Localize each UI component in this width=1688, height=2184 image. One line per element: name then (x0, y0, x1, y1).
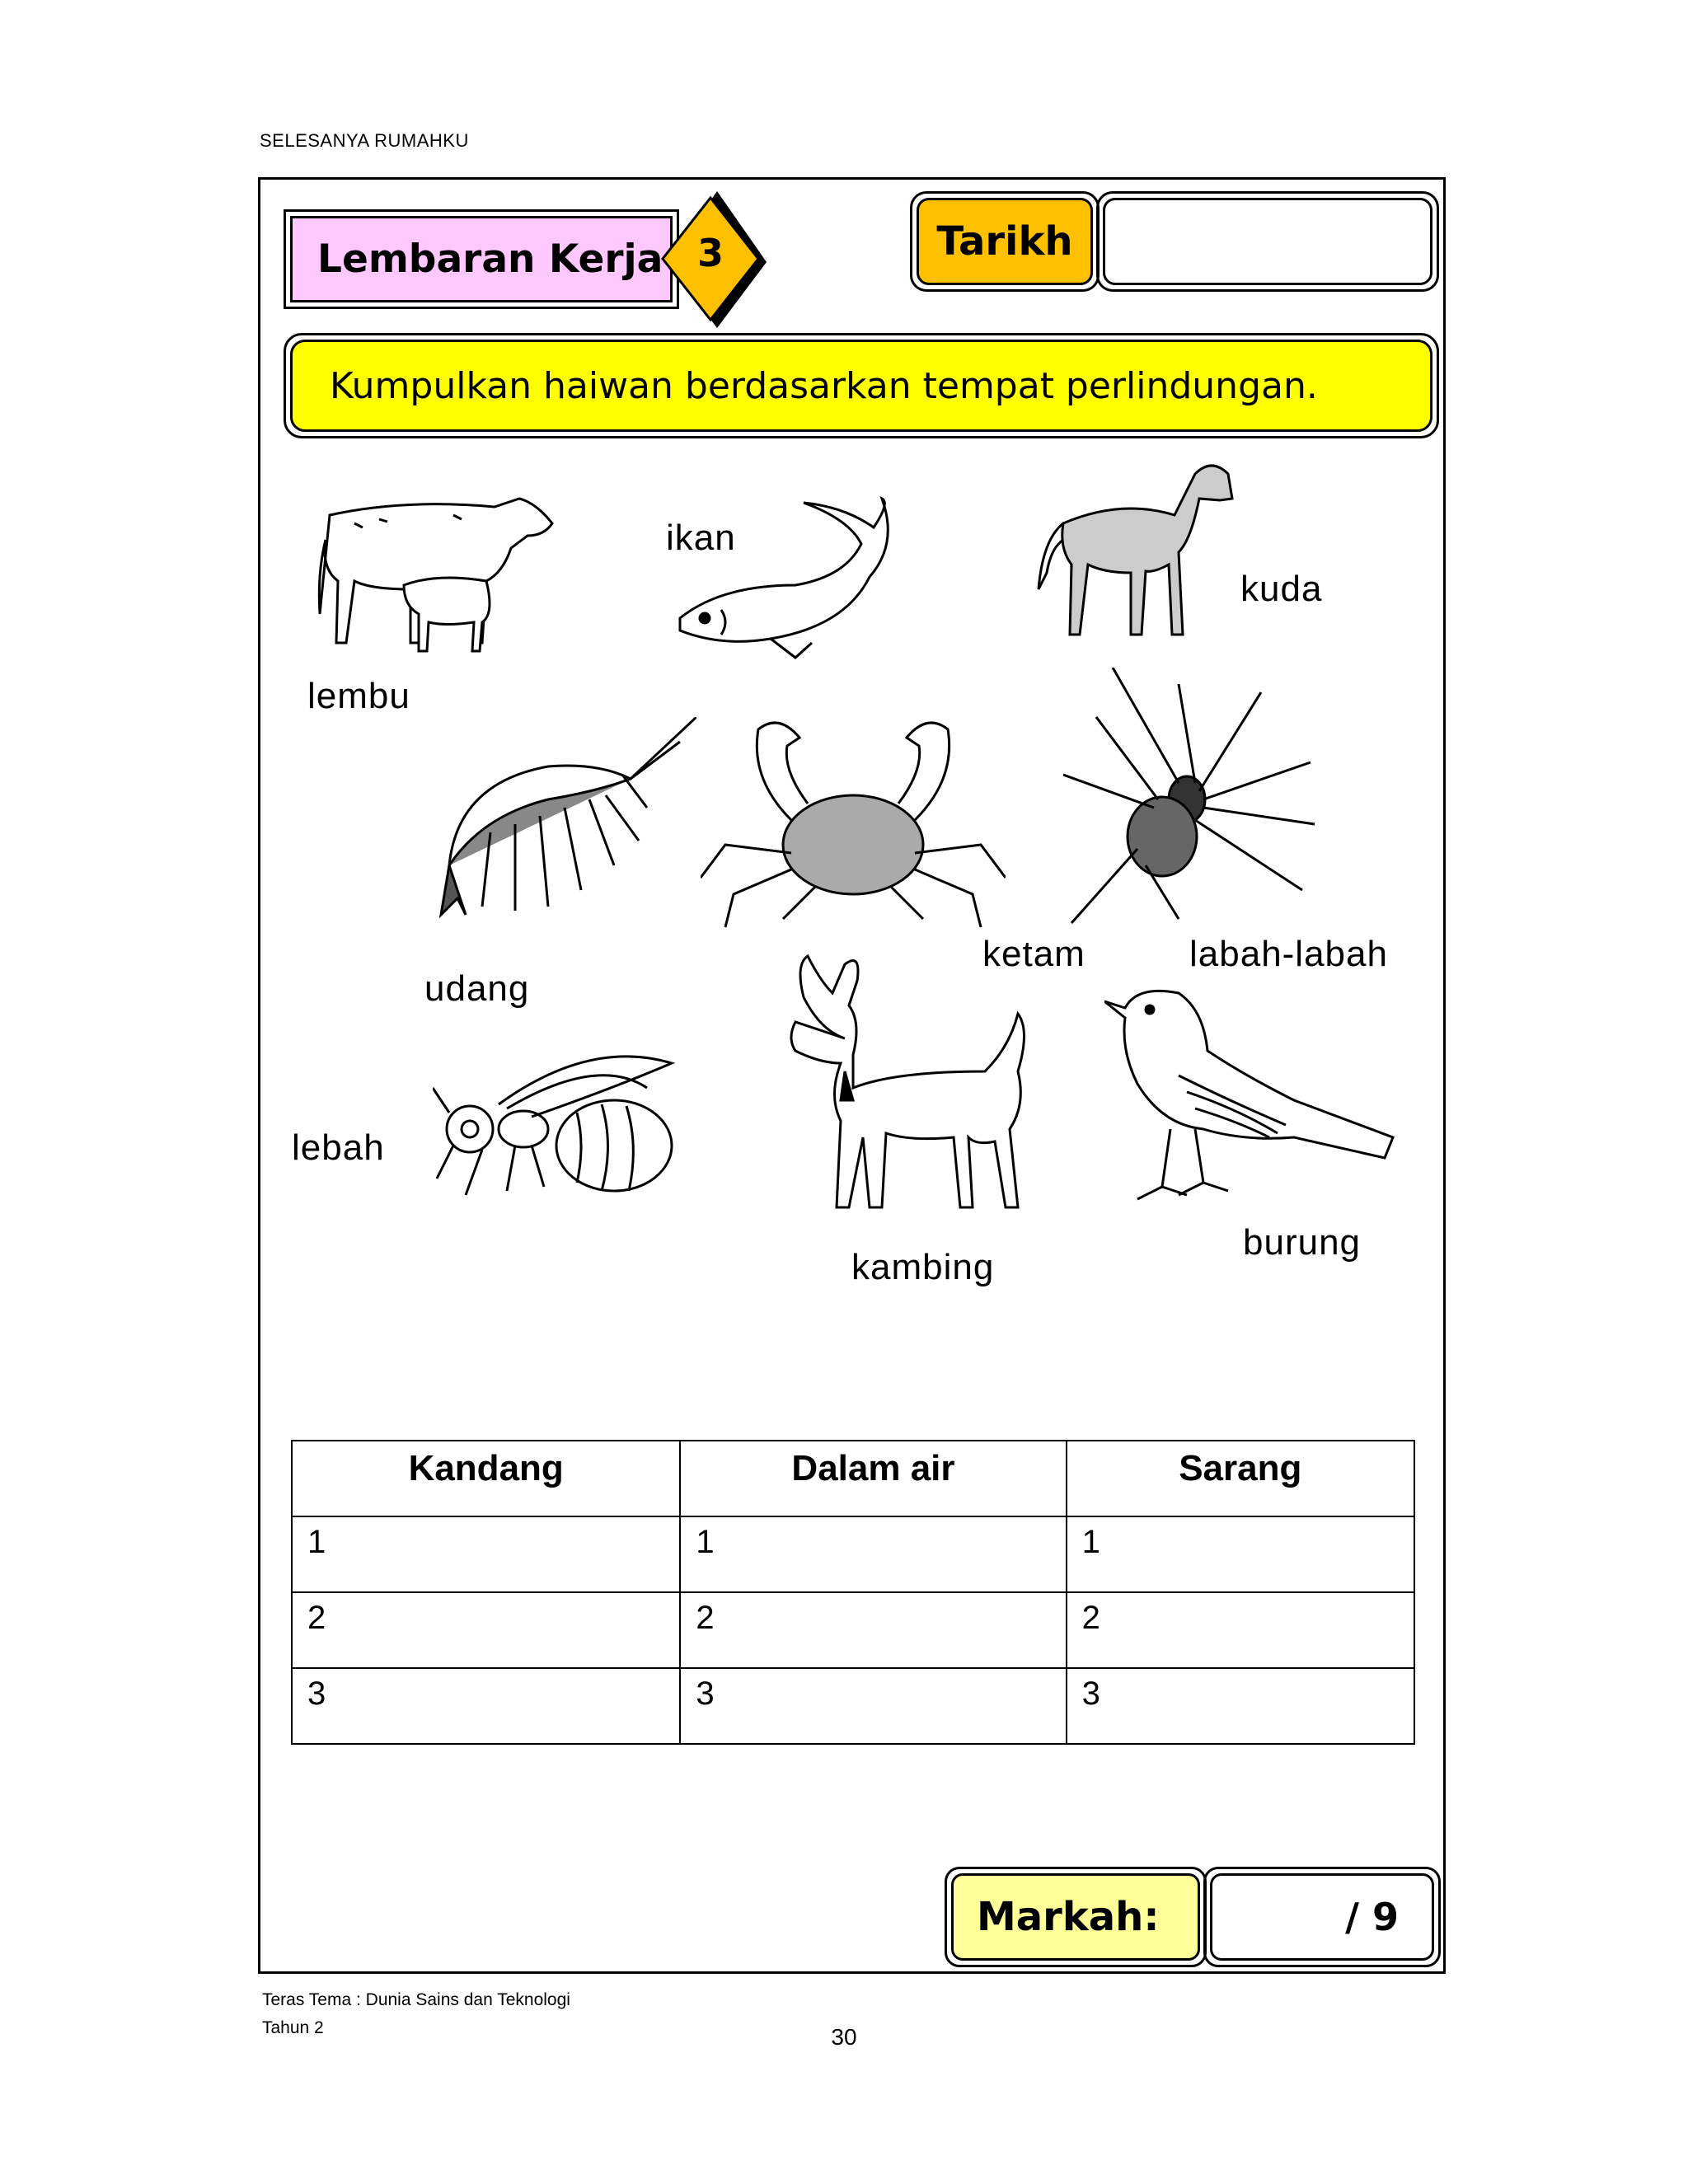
running-header: SELESANYA RUMAHKU (260, 130, 469, 151)
instruction-text: Kumpulkan haiwan berdasarkan tempat perlindungan. (290, 340, 1432, 432)
footer-theme: Teras Tema : Dunia Sains dan Teknologi (262, 1990, 570, 2009)
table-row (292, 1592, 1414, 1668)
label-lebah: lebah (292, 1127, 385, 1168)
date-label-box (910, 191, 1100, 292)
page-number: 30 (831, 2024, 857, 2050)
table-cell[interactable]: 2 (680, 1592, 1066, 1668)
table-row (292, 1668, 1414, 1744)
table-row (292, 1516, 1414, 1592)
shrimp-illustration (433, 717, 696, 931)
table-cell[interactable]: 1 (292, 1516, 680, 1592)
score-field[interactable] (1203, 1867, 1441, 1967)
bird-illustration (1104, 985, 1397, 1212)
table-cell[interactable]: 3 (680, 1668, 1066, 1744)
worksheet-title-badge (284, 209, 679, 309)
table-cell[interactable]: 3 (292, 1668, 680, 1744)
label-burung: burung (1243, 1222, 1362, 1263)
table-cell[interactable]: 2 (1067, 1592, 1414, 1668)
crab-illustration (701, 713, 1006, 935)
column-header-dalam-air: Dalam air (680, 1441, 1066, 1516)
table-cell[interactable]: 2 (292, 1592, 680, 1668)
horse-illustration (1030, 449, 1236, 647)
date-field[interactable] (1096, 191, 1439, 292)
label-kambing: kambing (851, 1247, 995, 1287)
column-header-kandang: Kandang (292, 1441, 680, 1516)
cow-illustration (305, 490, 585, 655)
column-header-sarang: Sarang (1067, 1441, 1414, 1516)
score-value: / 9 (1210, 1873, 1434, 1961)
table-cell[interactable]: 1 (1067, 1516, 1414, 1592)
bee-illustration (433, 1055, 680, 1207)
table-cell[interactable]: 1 (680, 1516, 1066, 1592)
marks-label: Markah: (951, 1873, 1200, 1961)
footer-year: Tahun 2 (262, 2018, 324, 2037)
label-lembu: lembu (307, 676, 410, 716)
marks-label-box (945, 1867, 1207, 1967)
goat-illustration (771, 948, 1043, 1220)
label-udang: udang (424, 968, 530, 1009)
spider-illustration (1063, 668, 1319, 927)
table-header-row (292, 1441, 1414, 1516)
label-ikan: ikan (666, 518, 736, 558)
worksheet-number: 3 (696, 231, 724, 275)
worksheet-title: Lembaran Kerja (317, 237, 663, 282)
label-kuda: kuda (1240, 569, 1323, 609)
instruction-box (284, 333, 1439, 438)
table-cell[interactable]: 3 (1067, 1668, 1414, 1744)
answer-table (291, 1440, 1415, 1745)
label-labah-labah: labah-labah (1189, 934, 1388, 974)
date-label: Tarikh (917, 198, 1093, 285)
label-ketam: ketam (982, 934, 1085, 974)
